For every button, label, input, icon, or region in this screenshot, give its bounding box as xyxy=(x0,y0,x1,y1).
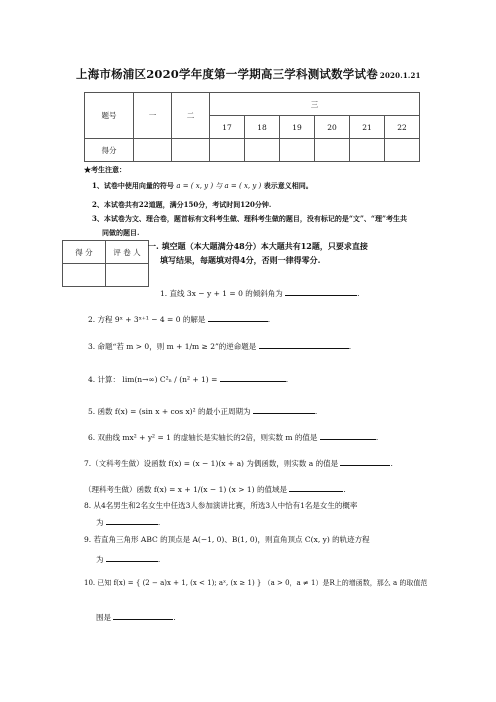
score-cell[interactable] xyxy=(245,139,280,162)
question-3 xyxy=(88,339,351,352)
answer-blank[interactable] xyxy=(208,312,271,324)
question-9-cont xyxy=(96,552,160,565)
section-1-heading-line1: 一. 填空题（本大题满分48分）本大题共有12题，只要求直接 xyxy=(148,241,368,251)
answer-blank[interactable] xyxy=(106,515,161,527)
answer-blank[interactable] xyxy=(113,610,176,622)
section-1-heading-line2: 填写结果，每题填对得4分，否则一律得零分. xyxy=(160,255,321,265)
question-6-text: 6. 双曲线 mx² + y² = 1 的虚轴长是实轴长的2倍，则实数 m 的值是 xyxy=(88,433,318,442)
score-col-21: 21 xyxy=(350,116,385,139)
question-end: . xyxy=(357,289,360,298)
score-header-part2: 二 xyxy=(172,93,210,139)
answer-blank[interactable] xyxy=(106,552,161,564)
question-end: . xyxy=(157,555,161,564)
question-7b-text: （理科考生做）函数 f(x) = x + 1/(x − 1) (x > 1) 的值域是 xyxy=(84,485,287,494)
score-cell[interactable] xyxy=(280,139,315,162)
question-7a-text: 7.（文科考生做）设函数 f(x) = (x − 1)(x + a) 为偶函数，则实数 a 的值是 xyxy=(84,459,339,468)
score-col-17: 17 xyxy=(210,116,245,139)
question-end: . xyxy=(348,342,352,351)
question-10-cont xyxy=(96,610,176,623)
answer-blank[interactable] xyxy=(285,286,360,298)
question-10: 10. 已知 f(x) = { (2 − a)x + 1, (x < 1); aˣ, (x ≥ 1) } （a > 0，a ≠ 1）是R上的增函数，那么 a 的取值范 xyxy=(84,579,428,587)
note-2: 2、本试卷共有22道题，满分150分，考试时间120分钟. xyxy=(92,200,272,209)
question-5 xyxy=(88,404,317,417)
question-end: . xyxy=(157,518,161,527)
question-end: . xyxy=(375,433,379,442)
note-1-suffix: 表示意义相同。 xyxy=(263,181,313,190)
score-row-label: 得分 xyxy=(85,139,134,162)
question-1-text: 1. 直线 3x − y + 1 = 0 的倾斜角为 xyxy=(160,289,283,298)
exam-date: 2020.1.21 xyxy=(379,71,421,80)
question-end: . xyxy=(390,459,393,468)
grader-score-cell[interactable] xyxy=(63,264,106,287)
answer-blank[interactable] xyxy=(289,482,346,494)
score-cell[interactable] xyxy=(134,139,172,162)
question-2-text: 2. 方程 9ˣ + 3ˣ⁺¹ − 4 = 0 的解是 xyxy=(88,315,206,324)
note-1-prefix: 1、试卷中使用向量的符号 xyxy=(92,181,174,190)
notes-heading: ★考生注意： xyxy=(84,165,126,174)
question-8-cont xyxy=(96,515,160,528)
score-header-part1: 一 xyxy=(134,93,172,139)
score-col-22: 22 xyxy=(385,116,420,139)
question-end: . xyxy=(267,315,271,324)
question-4 xyxy=(88,372,288,385)
question-9b-text: 为 xyxy=(96,555,104,564)
page-title xyxy=(76,66,421,82)
question-end: . xyxy=(173,613,176,622)
question-1 xyxy=(160,286,360,299)
grader-name-label: 评 卷 人 xyxy=(106,241,149,264)
question-3-text: 3. 命题“若 m > 0，则 m + 1/m ≥ 2”的逆命题是 xyxy=(88,342,257,351)
question-9: 9. 若直角三角形 ABC 的顶点是 A(−1, 0)、B(1, 0)，则直角顶点 C(x, y) 的轨迹方程 xyxy=(84,535,370,544)
score-cell[interactable] xyxy=(315,139,350,162)
question-2 xyxy=(88,312,270,325)
question-end: . xyxy=(314,407,318,416)
score-cell[interactable] xyxy=(210,139,245,162)
question-7-liberal-arts xyxy=(84,456,393,469)
answer-blank[interactable] xyxy=(220,372,289,384)
question-8: 8. 从4名男生和2名女生中任选3人参加演讲比赛，所选3人中恰有1名是女生的概率 xyxy=(84,501,358,510)
score-col-20: 20 xyxy=(315,116,350,139)
score-cell[interactable] xyxy=(385,139,420,162)
answer-blank[interactable] xyxy=(340,456,393,468)
answer-blank[interactable] xyxy=(259,339,352,351)
answer-blank[interactable] xyxy=(320,430,379,442)
note-3-cont: 同做的题目. xyxy=(102,228,140,237)
score-table xyxy=(84,92,420,162)
question-8b-text: 为 xyxy=(96,518,104,527)
score-col-19: 19 xyxy=(280,116,315,139)
score-cell[interactable] xyxy=(350,139,385,162)
answer-blank[interactable] xyxy=(253,404,318,416)
grader-name-cell[interactable] xyxy=(106,264,149,287)
note-3: 3、本试卷为文、理合卷，题首标有文科考生做、理科考生做的题目，没有标记的是“文”、“理”考生共 xyxy=(92,214,407,223)
note-1 xyxy=(92,181,313,191)
question-4-text: 4. 计算： lim(n→∞) C²ₙ / (n² + 1) = xyxy=(88,375,218,384)
question-6 xyxy=(88,430,378,443)
question-7-science xyxy=(84,482,346,495)
score-cell[interactable] xyxy=(172,139,210,162)
score-header-part3: 三 xyxy=(210,93,420,116)
grader-box xyxy=(62,240,149,287)
question-end: . xyxy=(343,485,346,494)
question-5-text: 5. 函数 f(x) = (sin x + cos x)² 的最小正周期为 xyxy=(88,407,251,416)
title-text: 上海市杨浦区2020学年度第一学期高三学科测试数学试卷 xyxy=(76,67,378,81)
question-end: . xyxy=(285,375,289,384)
vector-notation: a = ( x, y ) 与 a = ( x, y ) xyxy=(176,182,262,190)
score-header-number: 题号 xyxy=(85,93,134,139)
score-col-18: 18 xyxy=(245,116,280,139)
question-10b-text: 围是 xyxy=(96,613,111,622)
grader-score-label: 得 分 xyxy=(63,241,106,264)
